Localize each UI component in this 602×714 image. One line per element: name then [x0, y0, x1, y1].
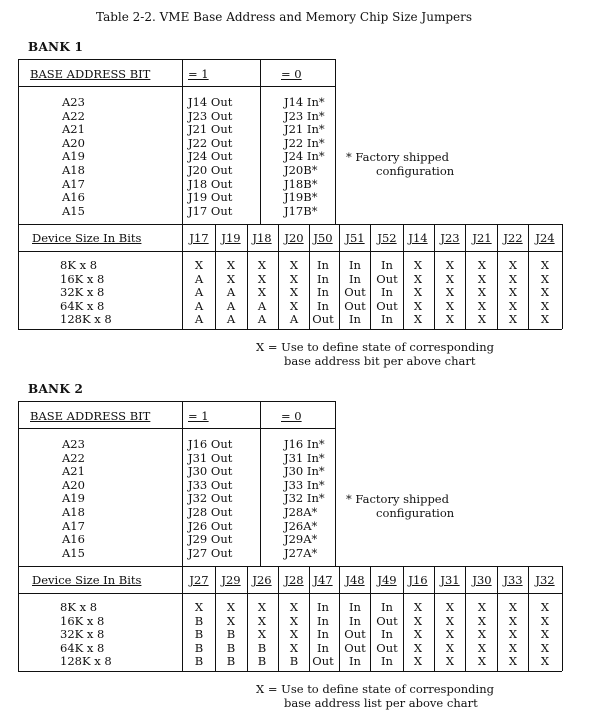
jumper-setting: In: [317, 627, 329, 642]
table-rule: [18, 251, 562, 252]
device-size: 128K x 8: [60, 312, 112, 327]
jumper-setting: X: [257, 285, 267, 300]
jumper-setting: X: [413, 298, 423, 313]
jumper-setting: A: [226, 312, 236, 327]
jumper-setting: In: [349, 258, 361, 272]
jumper-setting: X: [445, 271, 455, 286]
jumper-setting: X: [508, 285, 518, 300]
table-rule: [260, 401, 261, 566]
device-size: 128K x 8: [60, 654, 112, 669]
jumper-column-header: J29: [221, 573, 241, 587]
table-rule: [182, 401, 183, 566]
table-rule: [182, 59, 183, 224]
jumper-setting: X: [540, 258, 550, 272]
jumper-setting: B: [289, 654, 299, 669]
jumper-in: J28A*: [284, 505, 318, 519]
jumper-setting: X: [413, 312, 423, 327]
jumper-setting: X: [289, 627, 299, 642]
jumper-setting: X: [445, 613, 455, 628]
jumper-column-header: J23: [440, 231, 460, 245]
jumper-setting: In: [317, 271, 329, 286]
address-bit: A16: [62, 190, 85, 205]
jumper-setting: A: [194, 298, 204, 313]
device-size: 32K x 8: [60, 285, 105, 300]
jumper-column-header: J48: [345, 573, 365, 587]
jumper-setting: A: [226, 285, 236, 300]
jumper-in: J31 In*: [284, 450, 325, 465]
address-bit: A23: [62, 437, 85, 451]
jumper-setting: X: [540, 285, 550, 300]
jumper-setting: In: [381, 627, 393, 642]
jumper-setting: X: [226, 613, 236, 628]
jumper-setting: X: [540, 627, 550, 642]
factory-note: * Factory shipped: [346, 492, 449, 506]
table-rule: [18, 428, 336, 429]
table-rule: [18, 86, 336, 87]
jumper-setting: X: [445, 258, 455, 272]
jumper-column-header: J24: [535, 231, 555, 245]
jumper-column-header: J49: [377, 573, 397, 587]
jumper-setting: X: [413, 627, 423, 642]
address-bit: A20: [62, 135, 85, 150]
jumper-out: J27 Out: [188, 545, 233, 560]
jumper-in: J29A*: [284, 532, 318, 547]
jumper-column-header: J14: [408, 231, 428, 245]
jumper-out: J33 Out: [188, 477, 233, 492]
jumper-setting: Out: [376, 298, 398, 313]
eq-zero-header: = 0: [281, 67, 302, 81]
jumper-column-header: J21: [472, 231, 492, 245]
jumper-setting: In: [349, 613, 361, 628]
jumper-setting: X: [540, 600, 550, 614]
jumper-setting: X: [540, 613, 550, 628]
jumper-out: J24 Out: [188, 149, 233, 164]
jumper-setting: X: [508, 271, 518, 286]
jumper-setting: X: [477, 627, 487, 642]
jumper-setting: X: [257, 258, 267, 272]
factory-note: configuration: [376, 506, 455, 520]
device-size: 32K x 8: [60, 627, 105, 642]
jumper-column-header: J32: [535, 573, 555, 587]
jumper-setting: X: [540, 312, 550, 327]
jumper-setting: B: [257, 640, 267, 655]
jumper-setting: A: [289, 312, 299, 327]
jumper-setting: X: [477, 640, 487, 655]
jumper-setting: X: [289, 271, 299, 286]
jumper-setting: B: [226, 640, 236, 655]
device-size-header: Device Size In Bits: [32, 231, 142, 245]
jumper-setting: B: [226, 627, 236, 642]
jumper-setting: X: [540, 298, 550, 313]
jumper-out: J31 Out: [188, 450, 233, 465]
jumper-setting: In: [317, 258, 329, 272]
address-bit: A16: [62, 532, 85, 547]
address-bit: A18: [62, 163, 85, 177]
jumper-column-header: J27: [189, 573, 209, 587]
jumper-setting: X: [226, 271, 236, 286]
jumper-in: J30 In*: [284, 464, 325, 479]
jumper-setting: X: [477, 258, 487, 272]
jumper-out: J18 Out: [188, 176, 233, 191]
bank-label: BANK 2: [28, 382, 84, 396]
jumper-setting: X: [508, 312, 518, 327]
jumper-setting: B: [194, 640, 204, 655]
jumper-setting: X: [508, 654, 518, 669]
jumper-setting: X: [540, 271, 550, 286]
jumper-setting: Out: [344, 285, 366, 300]
jumper-out: J14 Out: [188, 95, 233, 109]
address-bit: A15: [62, 203, 85, 218]
jumper-in: J23 In*: [284, 108, 325, 123]
jumper-column-header: J16: [408, 573, 428, 587]
jumper-setting: X: [289, 298, 299, 313]
jumper-setting: X: [194, 600, 204, 614]
jumper-in: J27A*: [284, 545, 318, 560]
jumper-setting: X: [413, 600, 423, 614]
jumper-setting: Out: [344, 298, 366, 313]
jumper-setting: B: [257, 654, 267, 669]
jumper-setting: In: [381, 285, 393, 300]
jumper-column-header: J33: [503, 573, 523, 587]
jumper-setting: X: [508, 258, 518, 272]
table-rule: [18, 59, 19, 224]
jumper-setting: A: [194, 285, 204, 300]
bank-label: BANK 1: [28, 40, 84, 54]
jumper-setting: Out: [376, 640, 398, 655]
jumper-setting: X: [289, 600, 299, 614]
jumper-setting: X: [257, 271, 267, 286]
jumper-setting: In: [349, 271, 361, 286]
jumper-column-header: J19: [221, 231, 241, 245]
jumper-setting: X: [194, 258, 204, 272]
jumper-in: J17B*: [284, 203, 318, 218]
table-rule: [562, 566, 563, 671]
jumper-in: J16 In*: [284, 437, 325, 451]
jumper-in: J21 In*: [284, 122, 325, 137]
table-rule: [260, 59, 261, 224]
address-bit: A17: [62, 176, 85, 191]
table-rule: [18, 401, 19, 566]
jumper-setting: In: [349, 600, 361, 614]
jumper-setting: X: [289, 258, 299, 272]
jumper-setting: X: [289, 640, 299, 655]
jumper-setting: Out: [376, 613, 398, 628]
jumper-setting: A: [194, 312, 204, 327]
jumper-out: J29 Out: [188, 532, 233, 547]
eq-zero-header: = 0: [281, 409, 302, 423]
jumper-setting: X: [540, 640, 550, 655]
jumper-column-header: J28: [284, 573, 304, 587]
jumper-setting: In: [317, 640, 329, 655]
address-bit: A23: [62, 95, 85, 109]
table-rule: [18, 593, 562, 594]
device-size-header: Device Size In Bits: [32, 573, 142, 587]
jumper-in: J14 In*: [284, 95, 325, 109]
table-rule: [335, 59, 336, 224]
jumper-in: J22 In*: [284, 135, 325, 150]
jumper-setting: X: [289, 285, 299, 300]
jumper-setting: X: [477, 654, 487, 669]
factory-note: configuration: [376, 164, 455, 178]
device-size: 16K x 8: [60, 271, 105, 286]
jumper-setting: In: [349, 654, 361, 669]
jumper-setting: In: [349, 312, 361, 327]
device-size: 64K x 8: [60, 298, 105, 313]
jumper-out: J32 Out: [188, 491, 233, 506]
jumper-setting: X: [477, 600, 487, 614]
jumper-setting: X: [445, 627, 455, 642]
address-bit: A19: [62, 149, 85, 164]
jumper-setting: X: [508, 640, 518, 655]
jumper-setting: X: [413, 640, 423, 655]
x-definition-note: base address bit per above chart: [284, 354, 476, 368]
jumper-setting: In: [381, 600, 393, 614]
jumper-setting: X: [445, 600, 455, 614]
address-bit: A17: [62, 518, 85, 533]
jumper-setting: X: [445, 654, 455, 669]
jumper-setting: In: [317, 613, 329, 628]
jumper-setting: B: [194, 613, 204, 628]
device-size: 64K x 8: [60, 640, 105, 655]
jumper-in: J20B*: [284, 163, 318, 177]
table-title: Table 2-2. VME Base Address and Memory Chip Size Jumpers: [96, 10, 473, 24]
jumper-setting: X: [413, 285, 423, 300]
jumper-setting: X: [257, 600, 267, 614]
jumper-setting: X: [413, 613, 423, 628]
jumper-setting: X: [445, 285, 455, 300]
jumper-column-header: J20: [284, 231, 304, 245]
base-address-bit-header: BASE ADDRESS BIT: [30, 67, 151, 81]
jumper-setting: In: [317, 298, 329, 313]
jumper-out: J21 Out: [188, 122, 233, 137]
jumper-in: J19B*: [284, 190, 318, 205]
table-rule: [335, 401, 336, 566]
jumper-setting: X: [445, 312, 455, 327]
jumper-column-header: J31: [440, 573, 460, 587]
factory-note: * Factory shipped: [346, 150, 449, 164]
table-rule: [18, 224, 562, 225]
address-bit: A21: [62, 122, 85, 137]
jumper-setting: X: [477, 613, 487, 628]
jumper-setting: Out: [344, 640, 366, 655]
device-size: 16K x 8: [60, 613, 105, 628]
x-definition-note: X = Use to define state of corresponding: [256, 682, 494, 696]
jumper-setting: X: [257, 613, 267, 628]
x-definition-note: X = Use to define state of corresponding: [256, 340, 494, 354]
jumper-setting: Out: [312, 312, 334, 327]
jumper-column-header: J22: [503, 231, 523, 245]
jumper-out: J16 Out: [188, 437, 233, 451]
jumper-setting: X: [508, 600, 518, 614]
jumper-setting: A: [226, 298, 236, 313]
jumper-setting: X: [413, 271, 423, 286]
base-address-bit-header: BASE ADDRESS BIT: [30, 409, 151, 423]
jumper-out: J23 Out: [188, 108, 233, 123]
jumper-setting: X: [445, 298, 455, 313]
jumper-setting: X: [477, 285, 487, 300]
address-bit: A21: [62, 464, 85, 479]
jumper-setting: In: [381, 654, 393, 669]
jumper-column-header: J26: [252, 573, 272, 587]
jumper-column-header: J30: [472, 573, 492, 587]
jumper-setting: In: [381, 312, 393, 327]
jumper-out: J30 Out: [188, 464, 233, 479]
jumper-out: J22 Out: [188, 135, 233, 150]
jumper-setting: X: [477, 298, 487, 313]
jumper-column-header: J50: [313, 231, 333, 245]
address-bit: A20: [62, 477, 85, 492]
jumper-setting: Out: [376, 271, 398, 286]
jumper-setting: B: [194, 627, 204, 642]
jumper-column-header: J47: [313, 573, 333, 587]
address-bit: A22: [62, 450, 85, 465]
jumper-setting: B: [226, 654, 236, 669]
table-rule: [18, 566, 19, 671]
device-size: 8K x 8: [60, 258, 98, 272]
address-bit: A15: [62, 545, 85, 560]
jumper-setting: In: [381, 258, 393, 272]
jumper-column-header: J52: [377, 231, 397, 245]
address-bit: A18: [62, 505, 85, 519]
device-size: 8K x 8: [60, 600, 98, 614]
x-definition-note: base address list per above chart: [284, 696, 478, 710]
jumper-setting: B: [194, 654, 204, 669]
table-rule: [562, 224, 563, 329]
jumper-setting: X: [508, 627, 518, 642]
table-rule: [18, 59, 336, 60]
jumper-setting: X: [226, 258, 236, 272]
jumper-in: J18B*: [284, 176, 318, 191]
jumper-setting: X: [413, 654, 423, 669]
jumper-setting: X: [445, 640, 455, 655]
table-rule: [18, 224, 19, 329]
jumper-setting: In: [317, 285, 329, 300]
jumper-in: J24 In*: [284, 149, 325, 164]
jumper-setting: X: [477, 312, 487, 327]
jumper-setting: A: [257, 298, 267, 313]
jumper-setting: Out: [344, 627, 366, 642]
jumper-out: J17 Out: [188, 203, 233, 218]
table-rule: [18, 401, 336, 402]
jumper-setting: X: [413, 258, 423, 272]
jumper-setting: X: [289, 613, 299, 628]
eq-one-header: = 1: [188, 409, 209, 423]
jumper-in: J26A*: [284, 518, 318, 533]
table-rule: [18, 566, 562, 567]
jumper-setting: X: [540, 654, 550, 669]
jumper-setting: X: [477, 271, 487, 286]
jumper-setting: X: [257, 627, 267, 642]
jumper-setting: X: [508, 298, 518, 313]
jumper-in: J33 In*: [284, 477, 325, 492]
jumper-setting: In: [317, 600, 329, 614]
jumper-out: J26 Out: [188, 518, 233, 533]
jumper-out: J28 Out: [188, 505, 233, 519]
jumper-setting: A: [257, 312, 267, 327]
address-bit: A19: [62, 491, 85, 506]
table-rule: [18, 671, 562, 672]
table-rule: [18, 329, 562, 330]
jumper-column-header: J51: [345, 231, 365, 245]
jumper-setting: Out: [312, 654, 334, 669]
jumper-setting: X: [508, 613, 518, 628]
address-bit: A22: [62, 108, 85, 123]
jumper-out: J20 Out: [188, 163, 233, 177]
jumper-in: J32 In*: [284, 491, 325, 506]
jumper-setting: A: [194, 271, 204, 286]
jumper-setting: X: [226, 600, 236, 614]
jumper-column-header: J18: [252, 231, 272, 245]
eq-one-header: = 1: [188, 67, 209, 81]
jumper-column-header: J17: [189, 231, 209, 245]
jumper-out: J19 Out: [188, 190, 233, 205]
